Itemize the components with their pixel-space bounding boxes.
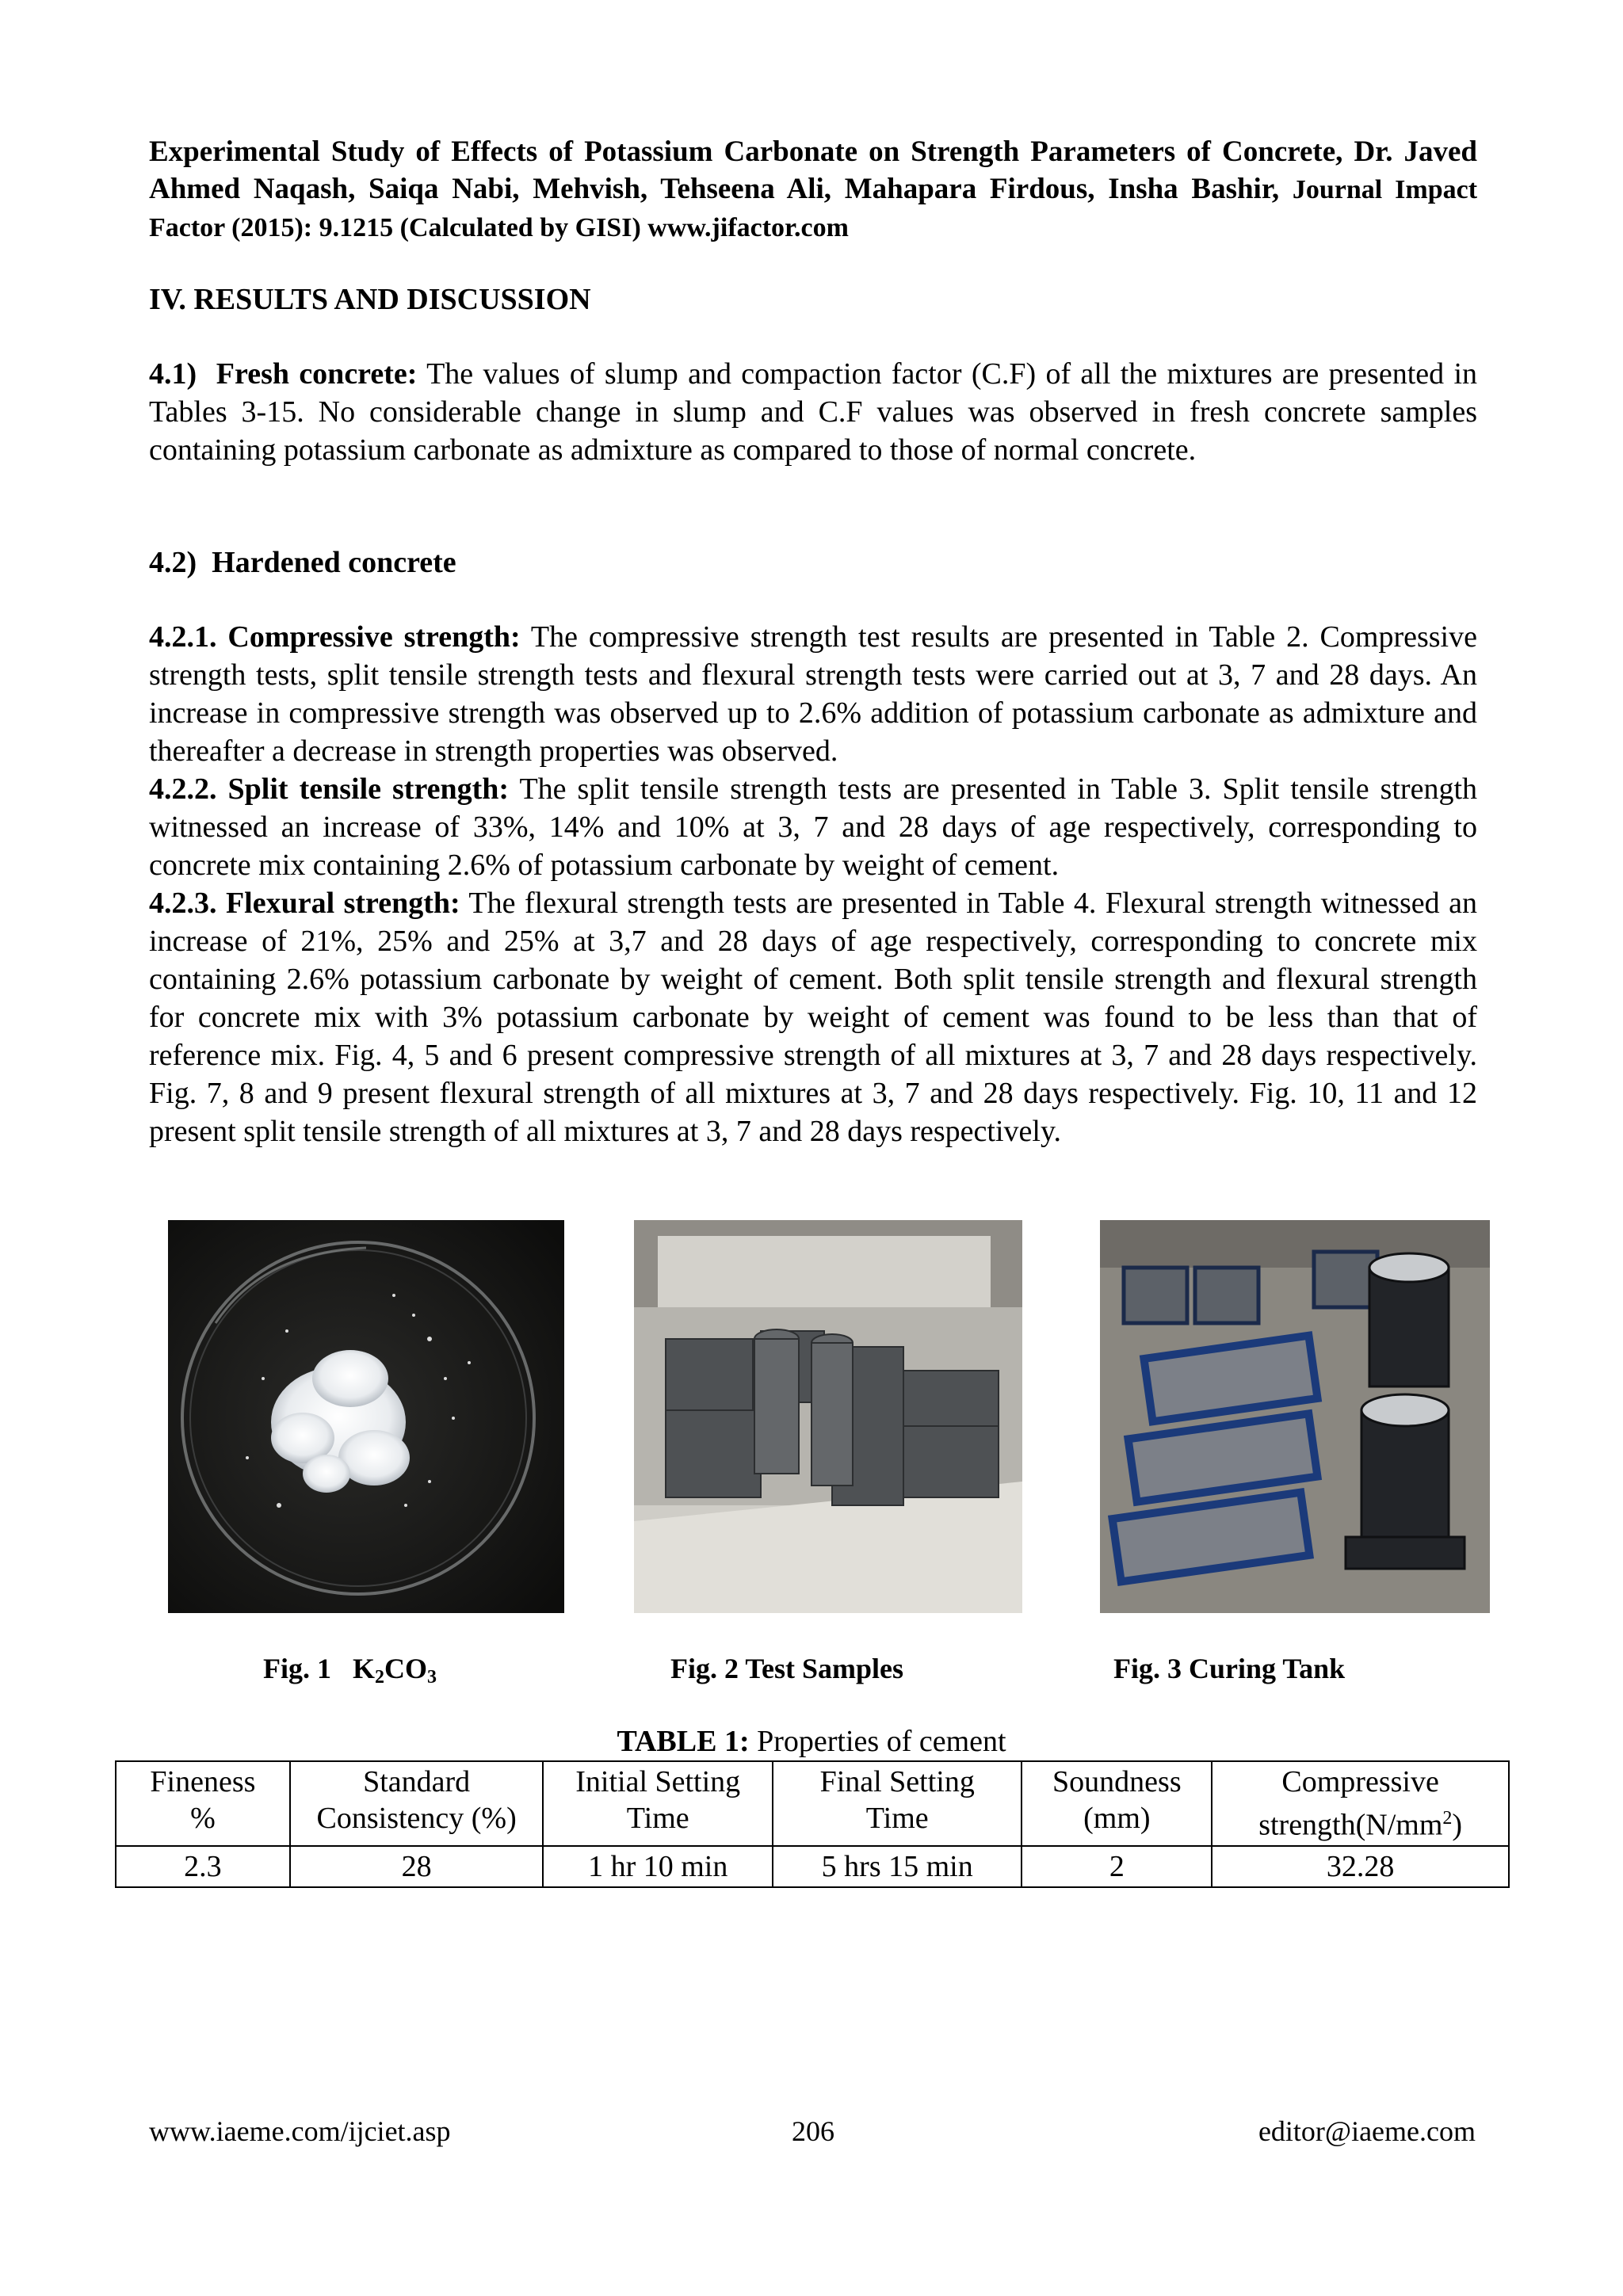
cell-initial-setting-time: 1 hr 10 min (543, 1846, 773, 1887)
figure-potassium-carbonate-photo (168, 1220, 564, 1613)
fresh-concrete-heading: 4.1) Fresh concrete: (149, 357, 418, 391)
compressive-strength-paragraph (149, 618, 1477, 770)
split-tensile-text: The split tensile strength tests are presented in Table 3. Split tensile strength witnessed an increase of 33%, 14% and 10% at 3, 7 and 28 days of age respectively, corresponding to concrete mix containing 2.6% of potassium carbonate by weight of cement. (149, 772, 1478, 882)
header-fineness: Fineness % (116, 1761, 290, 1846)
flexural-strength-heading: 4.2.3. Flexural strength: (149, 887, 460, 920)
hardened-concrete-body (149, 618, 1477, 1150)
split-tensile-paragraph (149, 770, 1477, 884)
flexural-strength-text: The flexural strength tests are presented in Table 4. Flexural strength witnessed an increase of 21%, 25% and 25% at 3,7 and 28 days of age respectively, corresponding to concrete mix containing 2.6% potassium carbonate by weight of cement. Both split tensile strength and flexural strength for concrete mix with 3% potassium carbonate by weight of cement was found to be less than that of reference mix. Fig. 4, 5 and 6 present compressive strength of all mixtures at 3, 7 and 28 days respectively. Fig. 7, 8 and 9 present flexural strength of all mixtures at 3, 7 and 28 days respectively. Fig. 10, 11 and 12 present split tensile strength of all mixtures at 3, 7 and 28 days respectively. (149, 887, 1477, 1148)
hardened-concrete-heading: 4.2) Hardened concrete (149, 546, 456, 579)
fresh-concrete-paragraph (149, 355, 1477, 469)
citation-header (149, 133, 1477, 246)
cement-properties-table (115, 1760, 1510, 1888)
header-standard-consistency: Standard Consistency (%) (290, 1761, 544, 1846)
flexural-strength-paragraph (149, 884, 1477, 1150)
figure-2-caption: Fig. 2 Test Samples (670, 1653, 904, 1684)
compressive-strength-text: The compressive strength test results are presented in Table 2. Compressive strength tests, split tensile strength tests and flexural strength tests were carried out at 3, 7 and 28 days. An increase in compressive strength was observed up to 2.6% addition of potassium carbonate as admixture and thereafter a decrease in strength properties was observed. (149, 620, 1477, 768)
figure-3-caption: Fig. 3 Curing Tank (1113, 1653, 1346, 1684)
footer-website-link[interactable]: www.iaeme.com/ijciet.asp (149, 2115, 451, 2147)
header-final-setting-time: Final Setting Time (773, 1761, 1022, 1846)
cell-fineness: 2.3 (116, 1846, 290, 1887)
cell-standard-consistency: 28 (290, 1846, 544, 1887)
page-number: 206 (792, 2115, 834, 2147)
compressive-strength-heading: 4.2.1. Compressive strength: (149, 620, 521, 654)
header-compressive-strength: Compressive $strength(N/mm^2)$ (1212, 1761, 1509, 1846)
footer-email-link[interactable]: editor@iaeme.com (1258, 2115, 1476, 2147)
figure-curing-tank-photo (1100, 1220, 1490, 1613)
figure-1-caption: Fig. 1 $K_2CO_3$ (263, 1653, 437, 1688)
table-1-caption: TABLE 1: Properties of cement (617, 1725, 1006, 1758)
section-title: IV. RESULTS AND DISCUSSION (149, 283, 591, 316)
table-row (116, 1846, 1509, 1887)
figure-test-samples-photo (634, 1220, 1022, 1613)
table-header-row (116, 1761, 1509, 1846)
citation-journal-info: Journal Impact Factor (2015): 9.1215 (Calculated by GISI) www.jifactor.com (149, 175, 1478, 242)
cell-soundness: 2 (1022, 1846, 1212, 1887)
cell-final-setting-time: 5 hrs 15 min (773, 1846, 1022, 1887)
citation-main: Experimental Study of Effects of Potassium Carbonate on Strength Parameters of Concrete, Dr. Javed Ahmed Naqash, Saiqa Nabi, Mehvish, Tehseena Ali, Mahapara Firdous, Insha Bashir, (149, 135, 1477, 205)
header-soundness: Soundness (mm) (1022, 1761, 1212, 1846)
fresh-concrete-text: The values of slump and compaction factor (C.F) of all the mixtures are presented in Tables 3-15. No considerable change in slump and C.F values was observed in fresh concrete samples containing potassium carbonate as admixture as compared to those of normal concrete. (149, 357, 1478, 467)
header-initial-setting-time: Initial Setting Time (543, 1761, 773, 1846)
cell-compressive-strength: 32.28 (1212, 1846, 1509, 1887)
split-tensile-heading: 4.2.2. Split tensile strength: (149, 772, 510, 806)
